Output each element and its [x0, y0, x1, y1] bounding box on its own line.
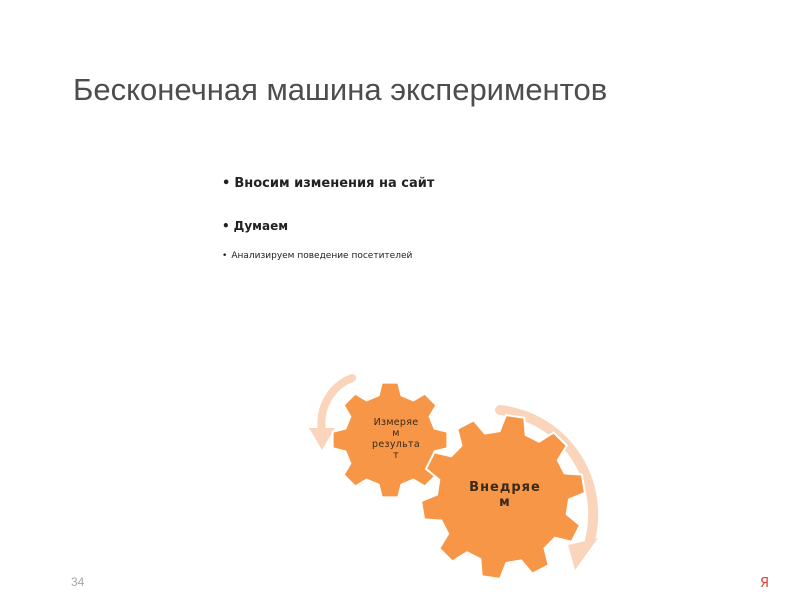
logo: Я	[760, 576, 770, 591]
bullet-text: Вносим изменения на сайт	[234, 176, 435, 191]
slide-title: Бесконечная машина экспериментов	[73, 72, 608, 107]
bullet-text: Думаем	[233, 219, 289, 233]
page-number: 34	[71, 575, 85, 589]
bullet-text: Анализируем поведение посетителей	[231, 251, 413, 261]
cycle-arrowhead-left-icon	[309, 428, 335, 450]
small-gear-label-text: Измеряе м результа т	[372, 417, 420, 461]
small-gear-label	[358, 418, 434, 462]
big-gear-label	[450, 481, 560, 511]
bullet-marker: •	[222, 176, 231, 191]
bullet-marker: •	[222, 251, 228, 261]
bullet-marker: •	[222, 219, 230, 233]
cycle-arrowhead-right-icon	[568, 538, 598, 570]
big-gear-label-text: Внедряе м	[469, 480, 541, 510]
